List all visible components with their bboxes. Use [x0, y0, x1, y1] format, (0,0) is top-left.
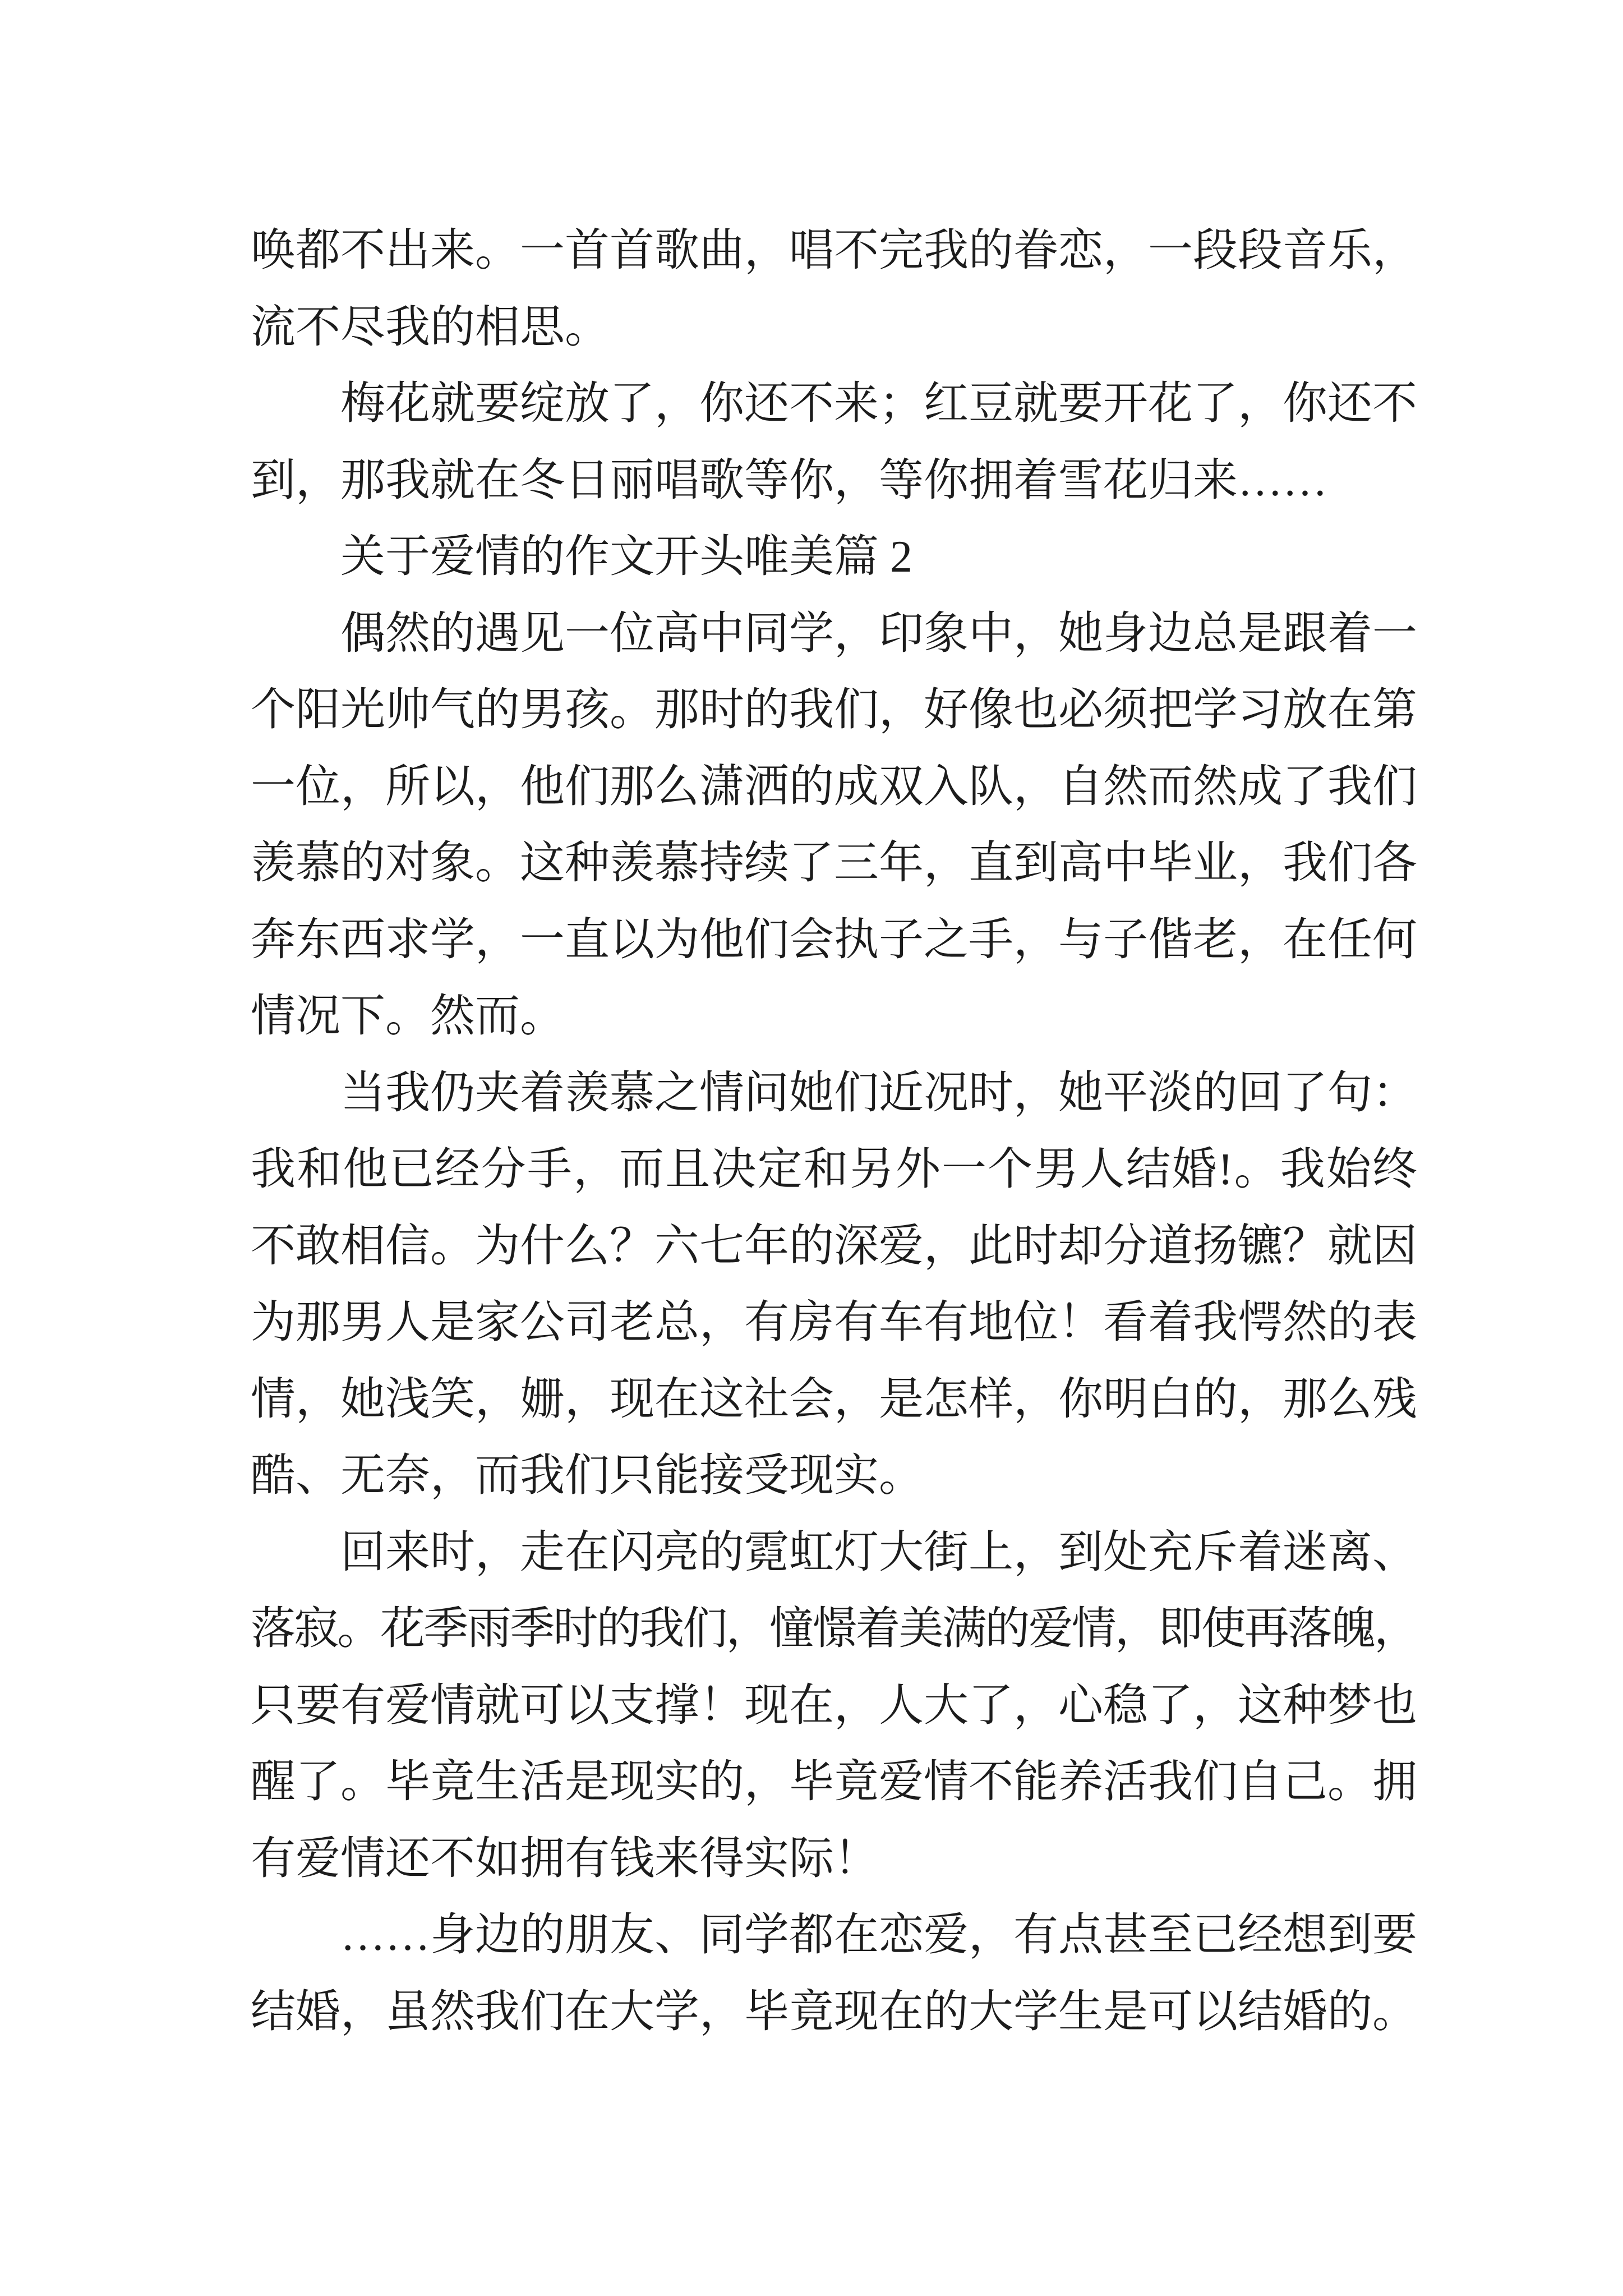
paragraph [251, 1055, 1417, 1515]
text-line: ……身边的朋友、同学都在恋爱，有点甚至已经想到要 [340, 1911, 1417, 1960]
text-line: 有爱情还不如拥有钱来得实际！ [251, 1834, 879, 1884]
paragraph [251, 1897, 1417, 2050]
text-line: 个阳光帅气的男孩。那时的我们，好像也必须把学习放在第 [251, 685, 1417, 735]
section-heading [251, 519, 1417, 596]
text-line: 不敢相信。为什么？六七年的深爱，此时却分道扬镳？就因 [251, 1221, 1417, 1271]
text-line: 我和他已经分手，而且决定和另外一个男人结婚!。我始终 [251, 1145, 1417, 1194]
text-line: 只要有爱情就可以支撑！现在，人大了，心稳了，这种梦也 [251, 1681, 1417, 1731]
text-line: 落寂。花季雨季时的我们，憧憬着美满的爱情，即使再落魄， [251, 1604, 1417, 1654]
section-heading-text: 关于爱情的作文开头唯美篇 2 [340, 532, 912, 582]
paragraph [251, 1515, 1417, 1898]
text-line: 当我仍夹着羡慕之情问她们近况时，她平淡的回了句： [340, 1068, 1417, 1118]
text-line: 情况下。然而。 [251, 992, 565, 1041]
text-line: 情，她浅笑，姗，现在这社会，是怎样，你明白的，那么残 [251, 1374, 1417, 1424]
text-line: 梅花就要绽放了，你还不来；红豆就要开花了，你还不 [340, 379, 1417, 429]
paragraph [251, 596, 1417, 1055]
text-line: 结婚，虽然我们在大学，毕竟现在的大学生是可以结婚的。 [251, 1987, 1417, 2037]
text-line: 唤都不出来。一首首歌曲，唱不完我的眷恋，一段段音乐， [251, 226, 1417, 275]
text-line: 羡慕的对象。这种羡慕持续了三年，直到高中毕业，我们各 [251, 839, 1417, 888]
body-text [251, 213, 1417, 2050]
text-line: 奔东西求学，一直以为他们会执子之手，与子偕老，在任何 [251, 915, 1417, 965]
text-line: 流不尽我的相思。 [251, 302, 610, 352]
paragraph [251, 366, 1417, 519]
text-line: 一位，所以，他们那么潇洒的成双入队，自然而然成了我们 [251, 762, 1417, 812]
paragraph [251, 213, 1417, 366]
text-line: 回来时，走在闪亮的霓虹灯大街上，到处充斥着迷离、 [340, 1527, 1417, 1577]
text-line: 偶然的遇见一位高中同学，印象中，她身边总是跟着一 [340, 609, 1417, 659]
text-line: 到，那我就在冬日丽唱歌等你，等你拥着雪花归来…… [251, 455, 1327, 505]
text-line: 醒了。毕竟生活是现实的，毕竟爱情不能养活我们自己。拥 [251, 1757, 1417, 1807]
text-line: 为那男人是家公司老总，有房有车有地位！看着我愕然的表 [251, 1298, 1417, 1347]
text-line: 酷、无奈，而我们只能接受现实。 [251, 1451, 924, 1501]
